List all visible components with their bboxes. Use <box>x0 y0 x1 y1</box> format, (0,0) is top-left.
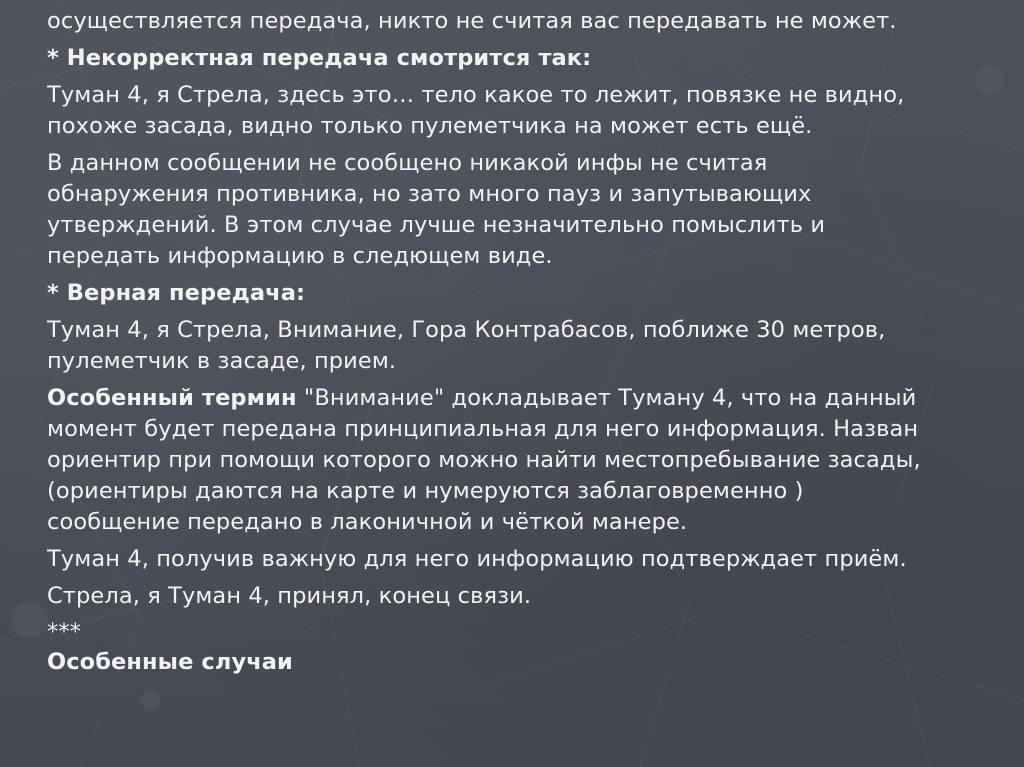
text-line: "Внимание" докладывает Туману 4, что на данный <box>296 385 917 411</box>
text-line: Туман 4, получив важную для него информацию подтверждает приём. <box>47 546 907 572</box>
text-line: передать информацию в следющем виде. <box>47 243 553 269</box>
text-line: момент будет передана принципиальная для него информация. Назван <box>47 416 919 442</box>
heading-correct-transmission <box>47 278 1017 309</box>
paragraph-intro <box>47 6 1017 37</box>
text-line: Стрела, я Туман 4, принял, конец связи. <box>47 583 532 609</box>
text-line: Туман 4, я Стрела, Внимание, Гора Контрабасов, поближе 30 метров, <box>47 317 886 343</box>
paragraph-correct-example <box>47 315 1017 377</box>
paragraph-incorrect-example <box>47 80 1017 142</box>
text-line: осуществляется передача, никто не считая вас передавать не может. <box>47 8 897 34</box>
text-line: утверждений. В этом случае лучше незначительно помыслить и <box>47 212 826 238</box>
paragraph-reply <box>47 581 1017 612</box>
text-line: * Некорректная передача смотрится так: <box>47 45 592 71</box>
separator-stars <box>47 618 1017 647</box>
text-line: Особенные случаи <box>47 649 293 675</box>
text-line: * Верная передача: <box>47 280 306 306</box>
paragraph-confirmation <box>47 544 1017 575</box>
text-line: похоже засада, видно только пулеметчика на может есть ещё. <box>47 113 813 139</box>
heading-incorrect-transmission <box>47 43 1017 74</box>
text-line: Туман 4, я Стрела, здесь это… тело какое то лежит, повязке не видно, <box>47 82 905 108</box>
paragraph-analysis <box>47 148 1017 272</box>
text-line: *** <box>47 619 82 645</box>
text-line: пулеметчик в засаде, прием. <box>47 348 397 374</box>
text-line: ориентир при помощи которого можно найти местопребывание засады, <box>47 447 921 473</box>
text-line: обнаружения противника, но зато много пауз и запутывающих <box>47 181 812 207</box>
text-line: сообщение передано в лаконичной и чёткой манере. <box>47 509 688 535</box>
paragraph-special-term <box>47 383 1017 538</box>
special-term-label: Особенный термин <box>47 385 297 411</box>
text-line: В данном сообщении не сообщено никакой инфы не считая <box>47 150 768 176</box>
slide-body <box>47 0 1017 684</box>
heading-special-cases <box>47 647 1017 678</box>
text-line: (ориентиры даются на карте и нумеруются заблаговременно ) <box>47 478 804 504</box>
